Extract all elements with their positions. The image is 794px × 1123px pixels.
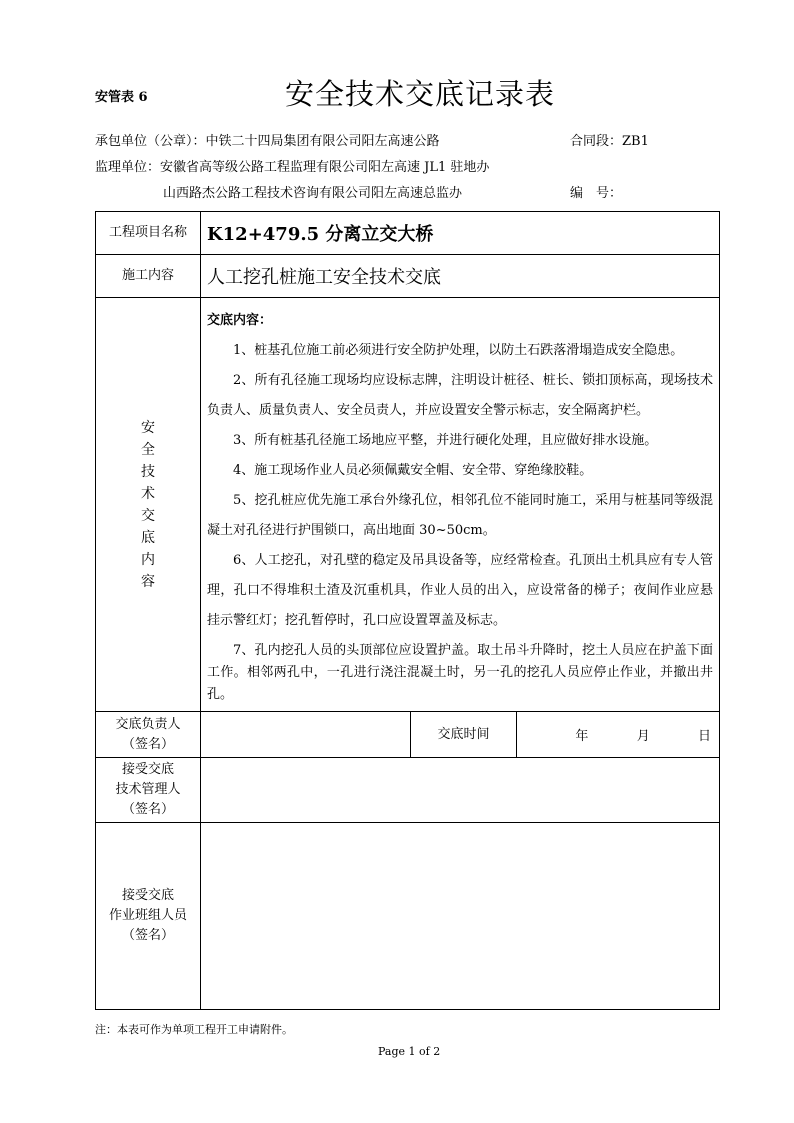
safety-briefing-table <box>95 211 720 1010</box>
content-item: 2、所有孔径施工现场均应设标志牌，注明设计桩径、桩长、锁扣顶标高，现场技术负责人、质量负责人、安全员责人，并应设置安全警示标志，安全隔离护栏。 <box>207 373 714 418</box>
page-indicator: Page 1 of 2 <box>378 1045 441 1058</box>
content-item: 5、挖孔桩应优先施工承台外缘孔位，相邻孔位不能同时施工，采用与桩基同等级混凝土对孔径进行护围锁口，高出地面 30~50cm。 <box>207 493 714 538</box>
tech-label-line1: 接受交底 <box>121 762 174 777</box>
content-item: 6、人工挖孔，对孔壁的稳定及吊具设备等，应经常检查。孔顶出土机具应有专人管理，孔口不得堆积土渣及沉重机具，作业人员的出入，应设常备的梯子；夜间作业应悬挂示警红灯；挖孔暂停时，孔口应设置罩盖及标志。 <box>207 553 714 628</box>
responsible-label-line1: 交底负责人 <box>115 716 181 732</box>
content-item: 7、孔内挖孔人员的头顶部位应设置护盖。取土吊斗升降时，挖土人员应在护盖下面工作。相邻两孔中，一孔进行浇注混凝土时，另一孔的挖孔人员应停止作业，并撤出井孔。 <box>207 643 714 702</box>
briefing-time-field[interactable] <box>517 712 720 758</box>
project-name-label: 工程项目名称 <box>96 212 201 255</box>
work-content-value: 人工挖孔桩施工安全技术交底 <box>201 255 720 298</box>
content-item: 4、施工现场作业人员必须佩戴安全帽、安全带、穿绝缘胶鞋。 <box>233 463 593 478</box>
contract-section: 合同段：ZB1 <box>570 134 649 149</box>
footnote: 注：本表可作为单项工程开工申请附件。 <box>95 1023 293 1036</box>
briefing-content-label-char: 安 <box>141 419 155 436</box>
form-number: 安管表 6 <box>95 90 148 105</box>
tech-label-line2: 技术管理人 <box>115 782 181 797</box>
briefing-content-label <box>96 298 201 712</box>
briefing-content-label-char: 内 <box>141 551 155 568</box>
responsible-label-line2: （签名） <box>121 736 174 752</box>
briefing-content-label-char: 技 <box>141 463 155 480</box>
tech-label-line3: （签名） <box>121 802 174 817</box>
content-heading: 交底内容： <box>207 313 273 328</box>
project-name-value: K12+479.5 分离立交大桥 <box>201 212 720 255</box>
date-day: 日 <box>698 729 712 744</box>
responsible-label <box>96 712 201 758</box>
work-content-label: 施工内容 <box>96 255 201 298</box>
supervisor-line-2: 山西路杰公路工程技术咨询有限公司阳左高速总监办 <box>163 186 463 201</box>
content-item: 3、所有桩基孔径施工场地应平整，并进行硬化处理，且应做好排水设施。 <box>233 433 658 448</box>
page-title: 安全技术交底记录表 <box>285 77 556 111</box>
briefing-content-label-char: 全 <box>141 441 155 458</box>
briefing-content-label-char: 交 <box>141 507 155 524</box>
supervisor-line-1: 监理单位：安徽省高等级公路工程监理有限公司阳左高速 JL1 驻地办 <box>95 160 490 175</box>
crew-label-line3: （签名） <box>121 928 174 943</box>
crew-signature-field[interactable] <box>201 823 720 1010</box>
date-year: 年 <box>575 729 589 744</box>
document-number-label: 编 号： <box>570 186 623 201</box>
briefing-content-label-char: 底 <box>141 529 155 546</box>
contractor-line: 承包单位（公章）：中铁二十四局集团有限公司阳左高速公路 <box>95 134 440 149</box>
crew-label <box>96 823 201 1010</box>
crew-label-line1: 接受交底 <box>121 888 174 903</box>
briefing-time-label: 交底时间 <box>411 712 517 758</box>
tech-manager-signature-field[interactable] <box>201 758 720 823</box>
briefing-content-label-char: 容 <box>141 573 155 590</box>
crew-label-line2: 作业班组人员 <box>108 908 187 923</box>
date-month: 月 <box>636 729 650 744</box>
content-item: 1、桩基孔位施工前必须进行安全防护处理，以防土石跌落滑塌造成安全隐患。 <box>233 343 684 358</box>
briefing-content-label-char: 术 <box>141 485 155 502</box>
tech-manager-label <box>96 758 201 823</box>
briefing-content <box>201 298 720 712</box>
responsible-signature-field[interactable] <box>201 712 411 758</box>
